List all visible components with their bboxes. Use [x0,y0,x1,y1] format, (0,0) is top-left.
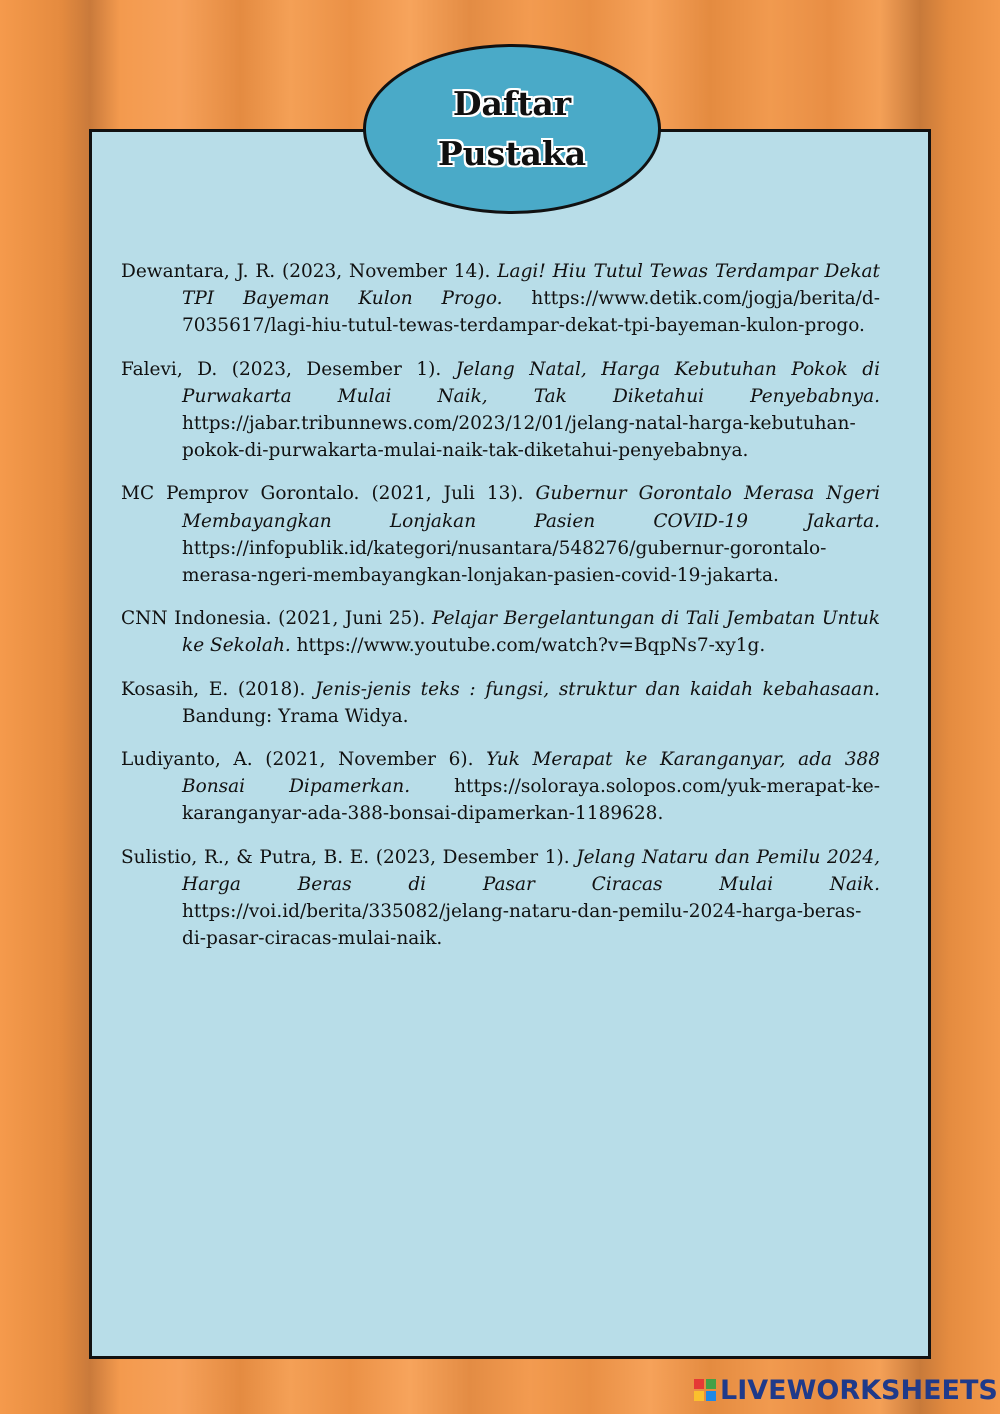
reference-title: Pelajar Bergelantungan di Tali Jembatan Untuk ke Sekolah. [182,608,880,657]
reference-author: Sulistio, R., & Putra, B. E. (2023, Desember 1). [121,846,577,868]
reference-author: CNN Indonesia. (2021, Juni 25). [121,608,432,630]
reference-author: Ludiyanto, A. (2021, November 6). [121,749,487,771]
reference-title: Jenis-jenis teks : fungsi, struktur dan kaidah kebahasaan. [315,678,880,700]
reference-source: https://voi.id/berita/335082/jelang-nataru-dan-pemilu-2024-harga-beras-di-pasar-ciracas-mulai-naik. [182,901,862,950]
reference-source: https://infopublik.id/kategori/nusantara/548276/gubernur-gorontalo-merasa-ngeri-membayangkan-lonjakan-pasien-covid-19-jakarta. [182,537,827,587]
reference-author: Dewantara, J. R. (2023, November 14). [121,261,498,282]
reference-source: https://jabar.tribunnews.com/2023/12/01/jelang-natal-harga-kebutuhan-pokok-di-purwakarta-mulai-naik-tak-diketahui-penyebabnya. [182,413,856,462]
reference-item [121,844,880,953]
reference-item [121,605,880,659]
reference-author: Falevi, D. (2023, Desember 1). [121,358,456,380]
title-badge [363,44,661,214]
reference-item [121,258,880,340]
reference-title: Jelang Natal, Harga Kebutuhan Pokok di Purwakarta Mulai Naik, Tak Diketahui Penyebabnya. [182,358,880,407]
logo-text: LIVEWORKSHEETS [720,1374,998,1406]
reference-source: Bandung: Yrama Widya. [182,705,409,727]
liveworksheets-logo-icon [694,1379,716,1401]
reference-item [121,676,880,730]
reference-item [121,746,880,828]
reference-author: Kosasih, E. (2018). [121,678,316,700]
reference-item [121,356,880,465]
page-title-line1: Daftar [452,84,572,123]
reference-source: https://soloraya.solopos.com/yuk-merapat-ke-karanganyar-ada-388-bonsai-dipamerkan-1189628. [182,776,880,825]
reference-title: Jelang Nataru dan Pemilu 2024, Harga Beras di Pasar Ciracas Mulai Naik. [182,846,880,895]
reference-title: Lagi! Hiu Tutul Tewas Terdampar Dekat TPI Bayeman Kulon Progo. [182,261,880,310]
reference-author: MC Pemprov Gorontalo. (2021, Juli 13). [121,483,536,505]
reference-source: https://www.youtube.com/watch?v=BqpNs7-xy1g. [290,635,766,657]
reference-list [121,258,880,968]
reference-source: https://www.detik.com/jogja/berita/d-7035617/lagi-hiu-tutul-tewas-terdampar-dekat-tpi-bayeman-kulon-progo. [182,288,880,337]
reference-item [121,480,880,589]
reference-title: Gubernur Gorontalo Merasa Ngeri Membayangkan Lonjakan Pasien COVID-19 Jakarta. [182,483,880,532]
liveworksheets-logo[interactable] [694,1373,998,1407]
reference-title: Yuk Merapat ke Karanganyar, ada 388 Bonsai Dipamerkan. [182,749,881,798]
page-title-line2: Pustaka [437,134,587,173]
